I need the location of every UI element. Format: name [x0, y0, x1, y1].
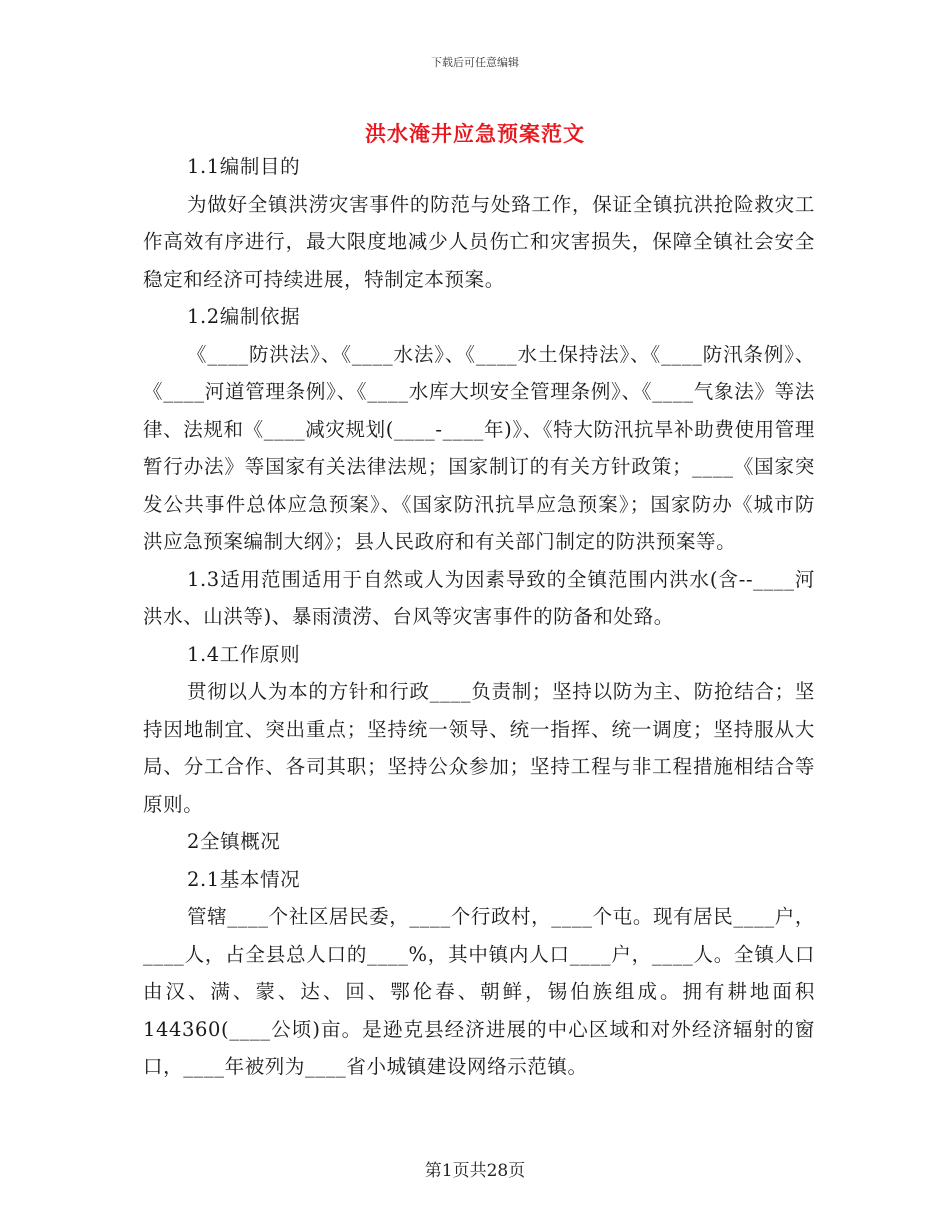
document-title: 洪水淹井应急预案范文: [365, 121, 585, 146]
paragraph-purpose: 为做好全镇洪涝灾害事件的防范与处臵工作，保证全镇抗洪抢险救灾工作高效有序进行，最大限度地减少人员伤亡和灾害损失，保障全镇社会安全稳定和经济可持续进展，特制定本预案。: [143, 192, 815, 291]
section-heading-2-1: 2.1基本情况: [187, 867, 301, 891]
document-body: [143, 148, 815, 1086]
paragraph-principles: 贯彻以人为本的方针和行政____负责制；坚持以防为主、防抢结合；坚持因地制宜、突出重点；坚持统一领导、统一指挥、统一调度；坚持服从大局、分工合作、各司其职；坚持公众参加；坚持工程与非工程措施相结合等原则。: [143, 680, 815, 816]
section-heading-1-4: 1.4工作原则: [187, 642, 301, 666]
section-heading-1-2: 1.2编制依据: [187, 305, 301, 328]
page-header: 下载后可任意编辑: [431, 56, 519, 69]
page-footer: 第1页共28页: [424, 1161, 526, 1181]
section-heading-2: 2全镇概况: [187, 830, 281, 853]
section-heading-1-1: 1.1编制目的: [187, 155, 301, 178]
paragraph-scope: 1.3适用范围适用于自然或人为因素导致的全镇范围内洪水(含--____河洪水、山洪等)、暴雨渍涝、台风等灾害事件的防备和处臵。: [143, 567, 815, 628]
paragraph-basic-info: 管辖____个社区居民委，____个行政村，____个屯。现有居民____户，____人，占全县总人口的____%，其中镇内人口____户，____人。全镇人口由汉、满、蒙、达、回、鄂伦春、朝鲜，锡伯族组成。拥有耕地面积144360(____公顷)亩。是逊克县经济进展的中心区域和对外经济辐射的窗口，____年被列为____省小城镇建设网络示范镇。: [143, 905, 815, 1078]
paragraph-basis: 《____防洪法》、《____水法》、《____水土保持法》、《____防汛条例》、《____河道管理条例》、《____水库大坝安全管理条例》、《____气象法》等法律、法规和《____减灾规划(____-____年)》、《特大防汛抗旱补助费使用管理暂行办法》等国家有关法律法规；国家制订的有关方针政策；____《国家突发公共事件总体应急预案》、《国家防汛抗旱应急预案》；国家防办《城市防洪应急预案编制大纲》；县人民政府和有关部门制定的防洪预案等。: [143, 342, 815, 553]
